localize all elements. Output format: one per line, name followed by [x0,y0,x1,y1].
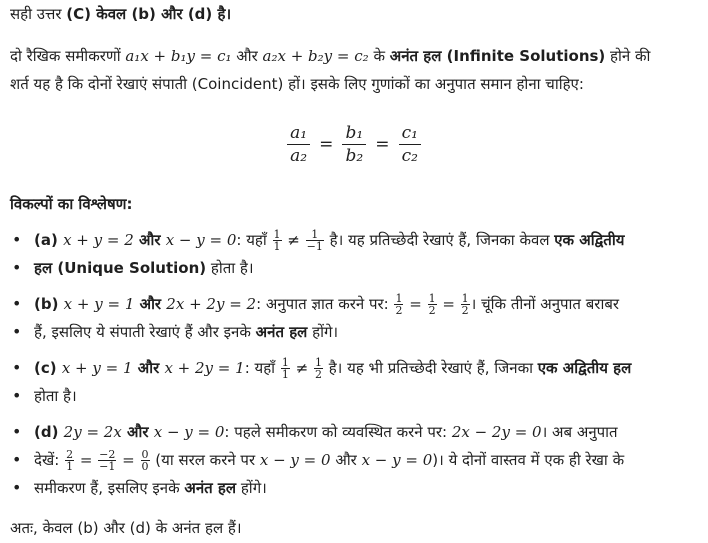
option-b-line-2: • हैं, इसलिए ये संपाती रेखाएं हैं और इनके अनंत हल होंगे। [8,318,696,346]
fraction: $\frac{1}{1}$ [281,356,289,381]
fraction: $\frac{-2}{-1}$ [99,448,116,473]
option-c: • (c) x + y = 1 और x + 2y = 1: यहाँ $\frac{1}{1}$ ≠ $\frac{1}{2}$ है। यह भी प्रतिच्छेदी रेखाएं हैं, जिनका एक अद्वितीय हल [8,354,696,382]
ratio-formula [0,122,708,167]
fraction: $\frac{1}{-1}$ [306,228,323,253]
answer-prefix: सही उत्तर [10,5,67,23]
intro-and: और [231,47,263,65]
intro-line-2 [10,70,696,98]
option-a: • (a) x + y = 2 और x − y = 0: यहाँ $\frac{1}{1}$ ≠ $\frac{1}{-1}$ है। यह प्रतिच्छेदी रेखाएं हैं, जिनका केवल एक अद्वितीय [8,226,696,254]
fraction: $\frac{0}{0}$ [141,448,149,473]
equation-2: a₂x + b₂y = c₂ [262,47,369,65]
option-d-line-2: • देखें: $\frac{2}{1}$ = $\frac{-2}{-1}$ = $\frac{0}{0}$ (या सरल करने पर x − y = 0 और x − y = 0)। ये दोनों वास्तव में एक ही रेखा के [8,446,696,474]
option-c-line-2: • होता है। [8,382,696,410]
conclusion: अतः, केवल (b) और (d) के अनंत हल हैं। [10,519,242,537]
fraction: $\frac{1}{2}$ [314,356,322,381]
fraction-c: $\frac{\text{c₁}}{\text{c₂}}$ [399,122,421,167]
fraction: $\frac{1}{2}$ [461,292,469,317]
intro-ke: के [368,47,390,65]
intro-tail: होने की [605,47,651,65]
fraction-a: $\frac{\text{a₁}}{\text{a₂}}$ [287,122,310,167]
infinite-solutions-term: अनंत हल (Infinite Solutions) [389,47,606,65]
analysis-heading: विकल्पों का विश्लेषण: [10,195,133,213]
fraction-b: $\frac{\text{b₁}}{\text{b₂}}$ [342,122,366,167]
answer-line [10,0,696,28]
option-d-line-3: • समीकरण हैं, इसलिए इनके अनंत हल होंगे। [8,474,696,502]
option-b: • (b) x + y = 1 और 2x + 2y = 2: अनुपात ज्ञात करने पर: $\frac{1}{2}$ = $\frac{1}{2}$ = $\frac{1}{2}$ । चूंकि तीनों अनुपात बराबर [8,290,696,318]
option-d: • (d) 2y = 2x और x − y = 0: पहले समीकरण को व्यवस्थित करने पर: 2x − 2y = 0। अब अनुपात [8,418,696,446]
fraction: $\frac{1}{2}$ [395,292,403,317]
equals-sign: = [319,134,334,155]
fraction: $\frac{1}{2}$ [428,292,436,317]
answer-value: (C) केवल (b) और (d) है। [66,5,232,23]
option-a-line-2: • हल (Unique Solution) होता है। [8,254,696,282]
intro-line-2-text: शर्त यह है कि दोनों रेखाएं संपाती (Coincident) हों। इसके लिए गुणांकों का अनुपात समान होना चाहिए: [10,75,584,93]
equals-sign: = [375,134,390,155]
intro-text: दो रैखिक समीकरणों [10,47,126,65]
intro-line-1 [10,42,696,70]
equation-1: a₁x + b₁y = c₁ [125,47,232,65]
fraction: $\frac{2}{1}$ [66,448,74,473]
fraction: $\frac{1}{1}$ [273,228,281,253]
